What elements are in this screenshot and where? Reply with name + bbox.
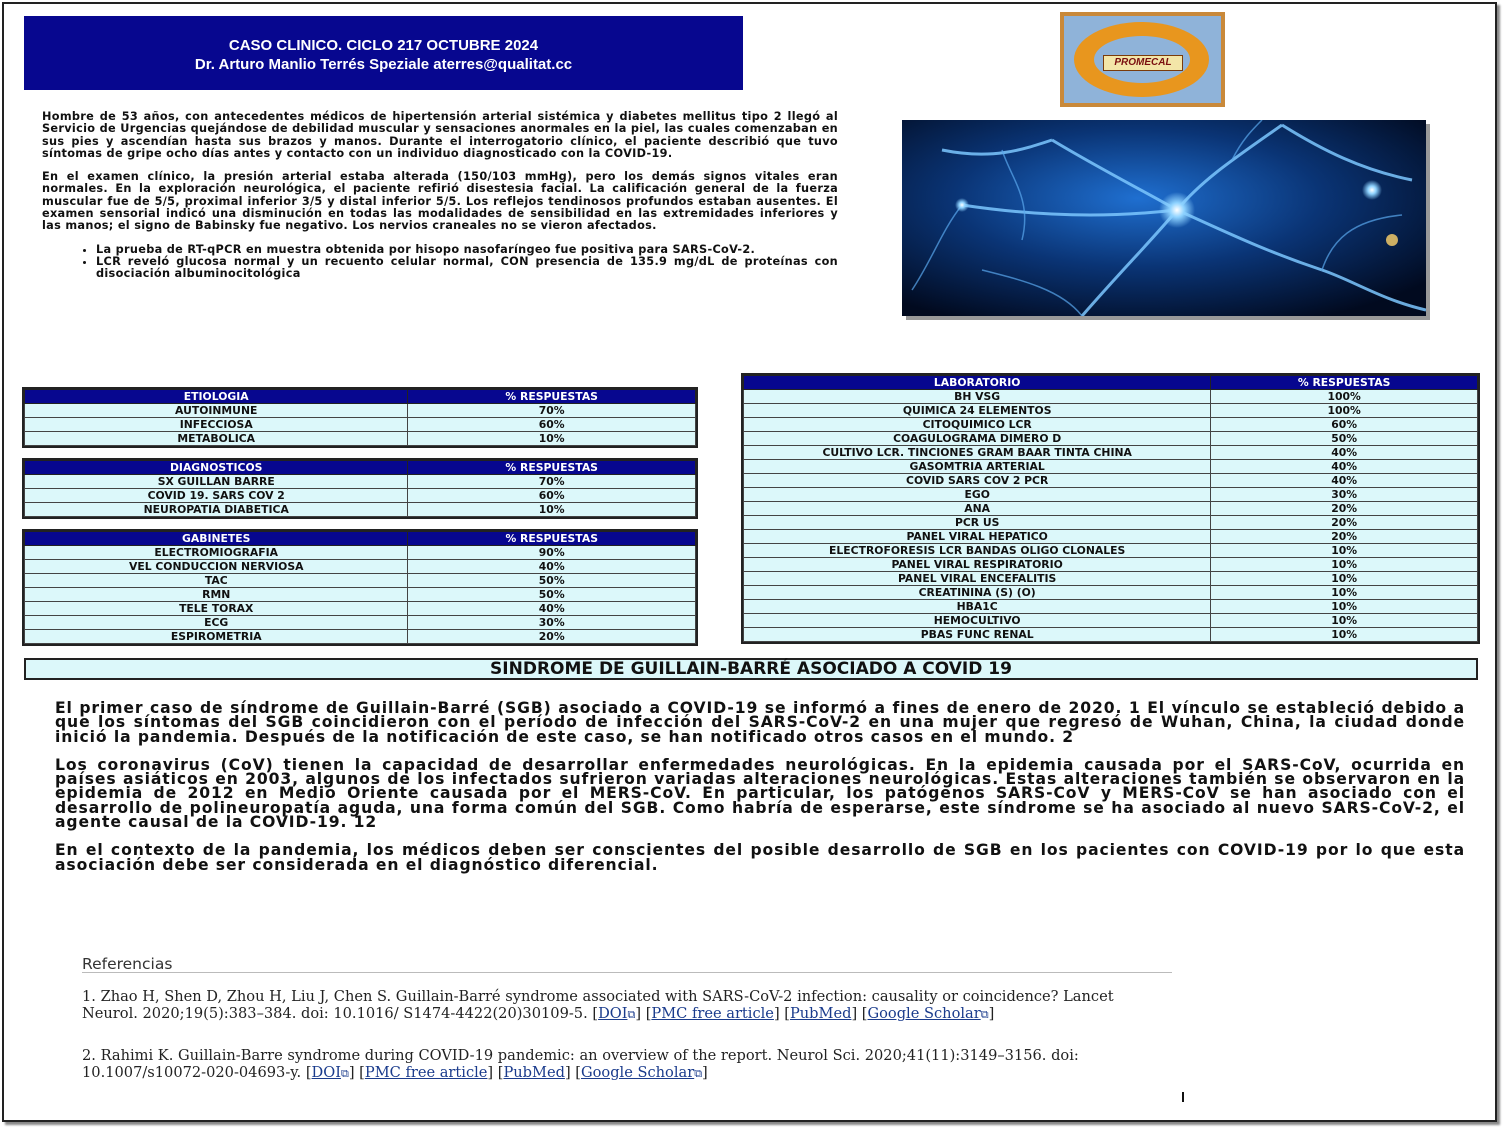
table-header: GABINETES xyxy=(25,532,408,546)
table-row: CREATININA (S) (O) 10% xyxy=(744,586,1478,600)
case-description xyxy=(42,111,838,281)
pubmed-link[interactable]: PubMed xyxy=(789,1005,852,1022)
pmc-link[interactable]: PMC free article xyxy=(651,1005,774,1022)
table-row: VEL CONDUCCION NERVIOSA 40% xyxy=(25,560,696,574)
table-row: PANEL VIRAL RESPIRATORIO 10% xyxy=(744,558,1478,572)
text-cursor xyxy=(1182,1092,1184,1102)
table-header: LABORATORIO xyxy=(744,376,1211,390)
table-row: COVID SARS COV 2 PCR 40% xyxy=(744,474,1478,488)
gabinetes-table xyxy=(24,531,696,644)
table-row: BH VSG 100% xyxy=(744,390,1478,404)
references-title: Referencias xyxy=(82,955,173,973)
case-finding: • La prueba de RT-qPCR en muestra obtenida por hisopo nasofaríngeo fue positiva para SARS-CoV-2. xyxy=(96,244,838,256)
table-row: PANEL VIRAL ENCEFALITIS 10% xyxy=(744,572,1478,586)
table-row: PCR US 20% xyxy=(744,516,1478,530)
table-header: % RESPUESTAS xyxy=(408,532,696,546)
pubmed-link[interactable]: PubMed xyxy=(503,1064,565,1081)
table-row: HEMOCULTIVO 10% xyxy=(744,614,1478,628)
table-row: SX GUILLAN BARRE 70% xyxy=(25,475,696,489)
table-row: HBA1C 10% xyxy=(744,600,1478,614)
table-header: % RESPUESTAS xyxy=(408,461,696,475)
logo-text: PROMECAL xyxy=(1103,55,1183,71)
table-header: % RESPUESTAS xyxy=(408,390,696,404)
reference-text: 2. Rahimi K. Guillain-Barre syndrome during COVID-19 pandemic: an overview of the report. Neurol Sci. 2020;41(11):3149–3156. doi: 10.1007/s10072-020-04693-y. xyxy=(82,1047,1079,1081)
table-row: ECG 30% xyxy=(25,616,696,630)
reference-text: 1. Zhao H, Shen D, Zhou H, Liu J, Chen S. Guillain-Barré syndrome associated with SARS-CoV-2 infection: causality or coincidence? Lancet Neurol. 2020;19(5):383–384. doi: 10.1016/ S1474-4422(20)30109-5. xyxy=(82,988,1114,1022)
header-author: Dr. Arturo Manlio Terrés Speziale aterres@qualitat.cc xyxy=(194,56,573,73)
table-header: % RESPUESTAS xyxy=(1211,376,1478,390)
table-row: AUTOINMUNE 70% xyxy=(25,404,696,418)
table-row: COAGULOGRAMA DIMERO D 50% xyxy=(744,432,1478,446)
diagnosticos-table xyxy=(24,460,696,517)
table-row: PBAS FUNC RENAL 10% xyxy=(744,628,1478,642)
table-row: GASOMTRIA ARTERIAL 40% xyxy=(744,460,1478,474)
table-row: PANEL VIRAL HEPATICO 20% xyxy=(744,530,1478,544)
table-row: TAC 50% xyxy=(25,574,696,588)
promecal-logo xyxy=(1060,12,1225,107)
table-row: ELECTROMIOGRAFIA 90% xyxy=(25,546,696,560)
table-row: ANA 20% xyxy=(744,502,1478,516)
pmc-link[interactable]: PMC free article xyxy=(364,1064,488,1081)
table-row: EGO 30% xyxy=(744,488,1478,502)
section-banner: SINDROME DE GUILLAIN-BARRÉ ASOCIADO A COVID 19 xyxy=(24,658,1478,680)
google-scholar-link[interactable]: Google Scholar⧉ xyxy=(580,1064,703,1081)
external-link-icon: ⧉ xyxy=(340,1067,349,1080)
case-findings-list xyxy=(42,244,838,281)
table-header: DIAGNOSTICOS xyxy=(25,461,408,475)
table-row: ESPIROMETRIA 20% xyxy=(25,630,696,644)
table-row: NEUROPATIA DIABETICA 10% xyxy=(25,503,696,517)
table-row: ELECTROFORESIS LCR BANDAS OLIGO CLONALES 10% xyxy=(744,544,1478,558)
external-link-icon: ⧉ xyxy=(980,1008,989,1021)
table-row: CULTIVO LCR. TINCIONES GRAM BAAR TINTA CHINA 40% xyxy=(744,446,1478,460)
header-title: CASO CLINICO. CICLO 217 OCTUBRE 2024 xyxy=(228,37,539,54)
case-finding: • LCR reveló glucosa normal y un recuento celular normal, CON presencia de 135.9 mg/dL de proteínas con disociación albuminocitológica xyxy=(96,256,838,281)
table-row: COVID 19. SARS COV 2 60% xyxy=(25,489,696,503)
laboratorio-table xyxy=(743,375,1478,642)
discussion-text xyxy=(55,701,1465,886)
etiologia-table xyxy=(24,389,696,446)
case-header xyxy=(24,16,743,90)
google-scholar-link[interactable]: Google Scholar⧉ xyxy=(867,1005,989,1022)
case-paragraph: Hombre de 53 años, con antecedentes médicos de hipertensión arterial sistémica y diabetes mellitus tipo 2 llegó al Servicio de Urgencias quejándose de debilidad muscular y sensaciones anormales en la piel, las cuales comenzaban en sus pies y ascendían hasta sus brazos y manos. Durante el interrogatorio clínico, el paciente describió que tuvo síntomas de gripe ocho días antes y contacto con un individuo diagnosticado con la COVID-19. xyxy=(42,110,838,160)
table-row: INFECCIOSA 60% xyxy=(25,418,696,432)
reference-1: 1. Zhao H, Shen D, Zhou H, Liu J, Chen S. Guillain-Barré syndrome associated with SARS-CoV-2 infection: causality or coincidence? Lancet Neurol. 2020;19(5):383–384. doi: 10.1016/ S1474-4422(20)30109-5. [DOI⧉] [PMC free article] [PubMed] [Google Scholar⧉] xyxy=(82,988,1114,1022)
table-row: TELE TORAX 40% xyxy=(25,602,696,616)
table-row: METABOLICA 10% xyxy=(25,432,696,446)
table-row: CITOQUIMICO LCR 60% xyxy=(744,418,1478,432)
discussion-paragraph: El primer caso de síndrome de Guillain-Barré (SGB) asociado a COVID-19 se informó a fines de enero de 2020. 1 El vínculo se estableció debido a que los síntomas del SGB coincidieron con el período de infección del SARS-CoV-2 en una mujer que regresó de Wuhan, China, la ciudad donde inició la pandemia. Después de la notificación de este caso, se han notificado otros casos en el mundo. 2 xyxy=(55,699,1465,746)
table-row: RMN 50% xyxy=(25,588,696,602)
references-divider xyxy=(82,972,1172,973)
table-row: QUIMICA 24 ELEMENTOS 100% xyxy=(744,404,1478,418)
table-header: ETIOLOGIA xyxy=(25,390,408,404)
doi-link[interactable]: DOI⧉ xyxy=(598,1005,636,1022)
external-link-icon: ⧉ xyxy=(627,1008,636,1021)
reference-2: 2. Rahimi K. Guillain-Barre syndrome during COVID-19 pandemic: an overview of the report. Neurol Sci. 2020;41(11):3149–3156. doi: 10.1007/s10072-020-04693-y. [DOI⧉] [PMC free article] [PubMed] [Google Scholar⧉] xyxy=(82,1047,1079,1081)
case-paragraph: En el examen clínico, la presión arterial estaba alterada (150/103 mmHg), pero los demás signos vitales eran normales. En la exploración neurológica, el paciente refirió disestesia facial. La calificación general de la fuerza muscular fue de 5/5, proximal inferior 3/5 y distal inferior 5/5. Los reflejos tendinosos profundos estaban ausentes. El examen sensorial indicó una disminución en todas las modalidades de sensibilidad en las extremidades inferiores y las manos; el signo de Babinsky fue negativo. Los nervios craneales no se vieron afectados. xyxy=(42,170,838,233)
external-link-icon: ⧉ xyxy=(694,1067,703,1080)
neuron-image xyxy=(902,120,1426,316)
discussion-paragraph: En el contexto de la pandemia, los médicos deben ser conscientes del posible desarrollo de SGB en los pacientes con COVID-19 por lo que esta asociación debe ser considerada en el diagnóstico diferencial. xyxy=(55,841,1465,874)
discussion-paragraph: Los coronavirus (CoV) tienen la capacidad de desarrollar enfermedades neurológicas. En la epidemia causada por el SARS-CoV, ocurrida en países asiáticos en 2003, algunos de los infectados sufrieron variadas alteraciones neurológicas. Estas alteraciones también se observaron en la epidemia de 2012 en Medio Oriente causada por el MERS-CoV. En particular, los patógenos SARS-CoV y MERS-CoV se han asociado con el desarrollo de polineuropatía aguda, una forma común del SGB. Como habría de esperarse, este síndrome se ha asociado al nuevo SARS-CoV-2, el agente causal de la COVID-19. 12 xyxy=(55,755,1465,832)
doi-link[interactable]: DOI⧉ xyxy=(311,1064,349,1081)
